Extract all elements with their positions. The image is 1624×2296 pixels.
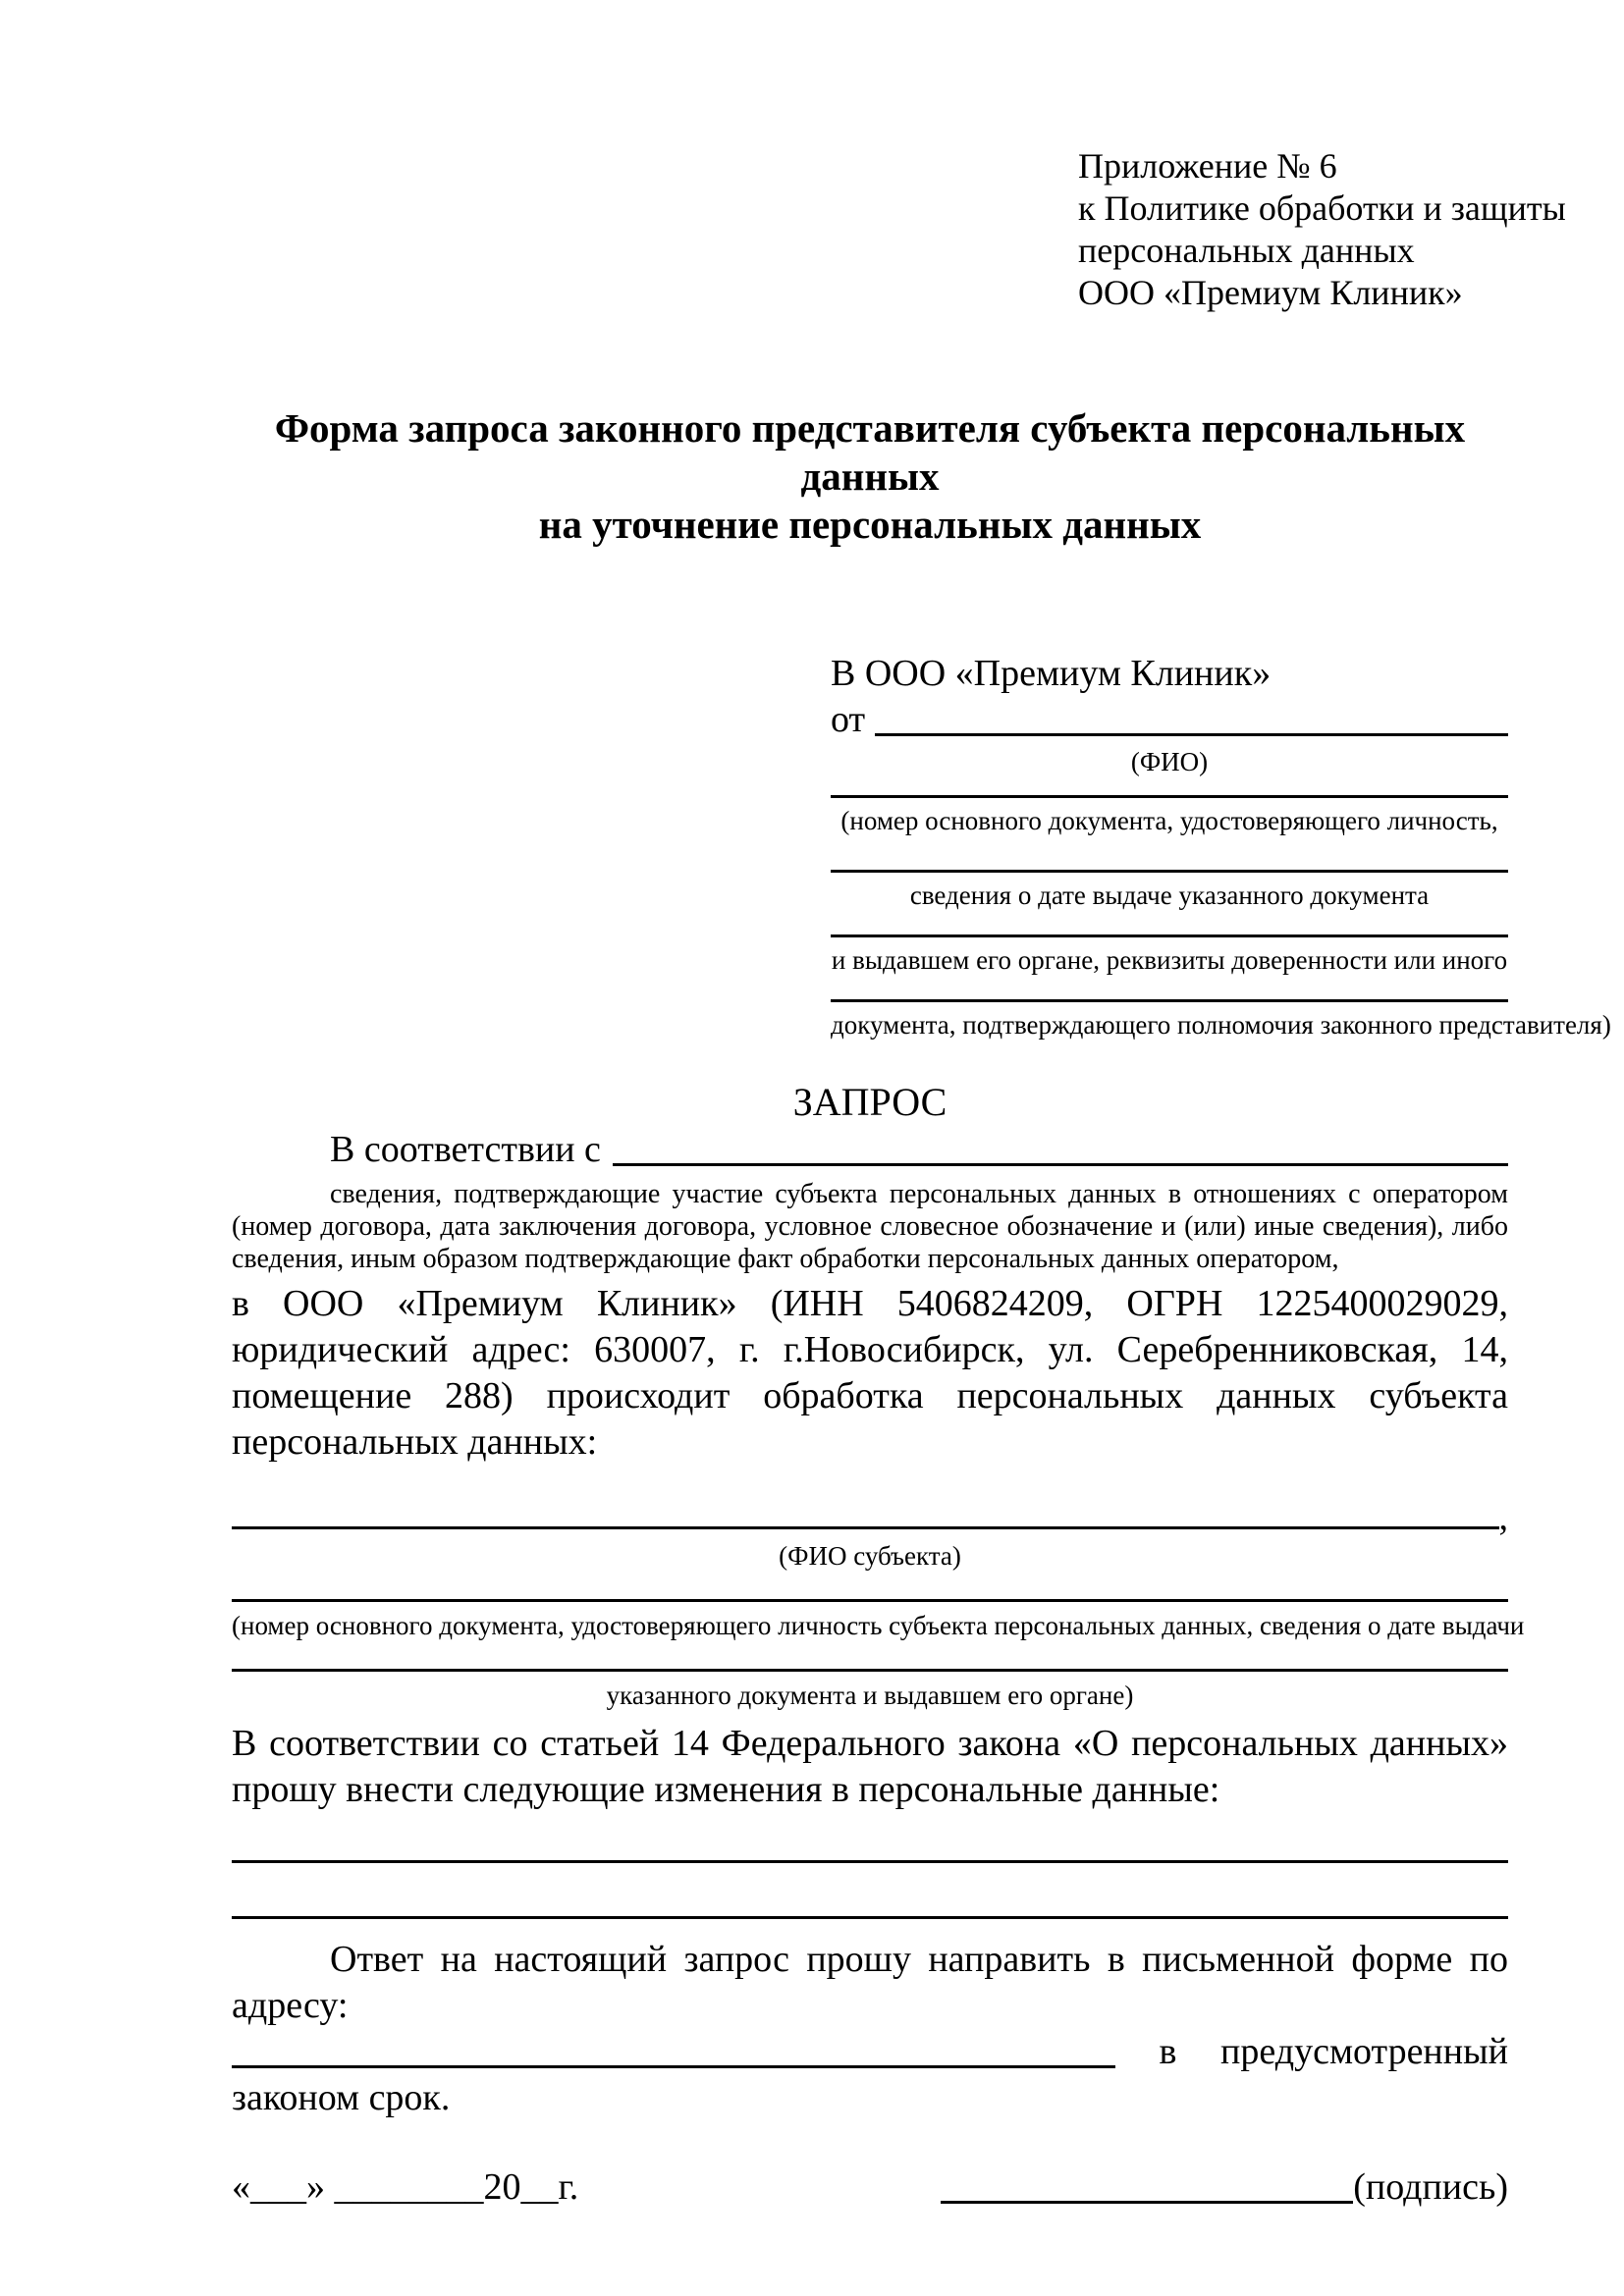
appendix-note <box>1078 145 1566 314</box>
fill-line <box>831 795 1508 798</box>
fill-line <box>831 870 1508 873</box>
addressee-from-line <box>831 697 1508 743</box>
addressee-field <box>831 934 1508 976</box>
fill-line <box>232 1599 1508 1602</box>
request-heading: ЗАПРОС <box>792 1080 947 1124</box>
addressee-to: В ООО «Премиум Клиник» <box>831 653 1272 694</box>
law-paragraph: В соответствии со статьей 14 Федерального закона «О персональных данных» прошу внести следующие изменения в персональные данные: <box>232 1723 1508 1810</box>
operator-paragraph: в ООО «Премиум Клиник» (ИНН 5406824209, ОГРН 1225400029029, юридический адрес: 630007, г. г.Новосибирск, ул. Серебренниковская, 14, помещение 288) происходит обработка персональных данных субъекта персональных данных: <box>232 1283 1508 1463</box>
subject-doc-field <box>232 1669 1508 1711</box>
answer-word: в <box>1159 2031 1177 2072</box>
appendix-note-line: персональных данных <box>1078 231 1415 270</box>
subject-doc-field <box>232 1599 1525 1641</box>
document-title <box>232 404 1508 549</box>
signature-line <box>941 2201 1353 2204</box>
field-caption: (номер основного документа, удостоверяющего личность субъекта персональных данных, сведения о дате выдачи <box>232 1611 1525 1640</box>
signature-date: «___» ________20__г. <box>232 2166 579 2208</box>
addressee-field <box>831 795 1508 836</box>
intro-line <box>232 1127 1508 1173</box>
document-title-line1: Форма запроса законного представителя субъекта персональных данных <box>274 405 1466 499</box>
answer-word: предусмотренный <box>1220 2031 1508 2072</box>
fill-line <box>613 1163 1508 1166</box>
subject-fio-line <box>232 1499 1508 1536</box>
signature-row <box>232 2164 1508 2211</box>
fill-line <box>232 1669 1508 1672</box>
appendix-note-line: Приложение № 6 <box>1078 146 1337 186</box>
intro-prefix: В соответствии с <box>330 1129 601 1170</box>
field-caption: (номер основного документа, удостоверяющего личность, <box>840 806 1498 835</box>
answer-paragraph-tail: законом срок. <box>232 2077 451 2118</box>
fill-line <box>232 1526 1499 1529</box>
document-title-line2: на уточнение персональных данных <box>538 502 1202 547</box>
field-caption: документа, подтверждающего полномочия законного представителя) <box>831 1010 1611 1040</box>
answer-address-line <box>232 2029 1508 2075</box>
document-content <box>0 145 1624 2211</box>
signature-area <box>941 2164 1508 2211</box>
blank-line <box>232 1860 1508 1863</box>
fill-line <box>232 2065 1115 2068</box>
appendix-note-line: ООО «Премиум Клиник» <box>1078 273 1463 312</box>
field-caption: и выдавшем его органе, реквизиты доверенности или иного <box>831 945 1508 975</box>
addressee-field <box>831 870 1508 911</box>
answer-paragraph-line1: Ответ на настоящий запрос прошу направить в письменной форме по адресу: <box>232 1939 1508 2026</box>
addressee-field <box>831 999 1611 1041</box>
addressee-from-label: от <box>831 699 866 740</box>
addressee-block <box>831 651 1611 1041</box>
field-caption: сведения о дате выдаче указанного документа <box>909 881 1430 910</box>
blank-line <box>232 1916 1508 1919</box>
fill-line <box>831 999 1508 1002</box>
appendix-note-line: к Политике обработки и защиты <box>1078 188 1566 228</box>
intro-footnote: сведения, подтверждающие участие субъекта персональных данных в отношениях с оператором (номер договора, дата заключения договора, условное словесное обозначение и (или) иные сведения), либо сведения, иным образом подтверждающие факт обработки персональных данных оператором, <box>232 1179 1508 1274</box>
subject-fio-caption: (ФИО субъекта) <box>779 1541 961 1571</box>
signature-caption: (подпись) <box>1353 2166 1508 2208</box>
field-caption: указанного документа и выдавшем его органе) <box>606 1681 1134 1710</box>
fill-line <box>875 733 1508 736</box>
trailing-comma: , <box>1498 1497 1508 1538</box>
fio-caption: (ФИО) <box>1130 747 1209 776</box>
fill-line <box>831 934 1508 937</box>
